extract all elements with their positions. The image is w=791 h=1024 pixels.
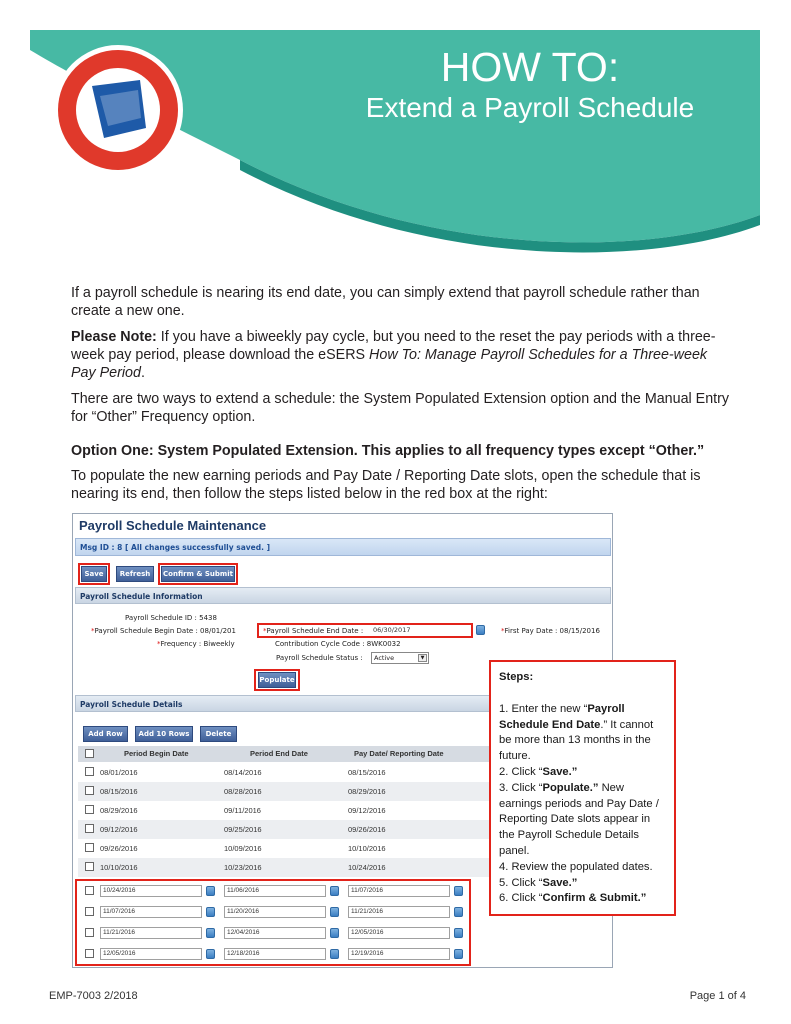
option-heading: Option One: System Populated Extension. This applies to all frequency types except “Other.” (71, 443, 705, 459)
calendar-icon[interactable] (454, 928, 463, 938)
row-checkbox[interactable] (85, 949, 94, 958)
status-label: Payroll Schedule Status : (276, 654, 363, 662)
calendar-icon[interactable] (476, 625, 485, 635)
details-section-header: Payroll Schedule Details (75, 695, 611, 712)
period-begin-input[interactable]: 12/05/2016 (100, 948, 202, 960)
header-banner (0, 0, 791, 260)
period-end-input[interactable]: 11/20/2016 (224, 906, 326, 918)
step-4: 4. Review the populated dates. (499, 860, 653, 873)
confirm-highlight (158, 563, 238, 585)
save-highlight (78, 563, 110, 585)
steps-box (489, 660, 676, 916)
populate-highlight (254, 669, 300, 691)
status-select[interactable]: Active ▼ (371, 652, 429, 664)
input-row (78, 945, 540, 964)
window-title: Payroll Schedule Maintenance (79, 518, 267, 533)
table-row: 09/12/2016 09/25/2016 09/26/2016 (78, 820, 540, 839)
step-6: 6. Click “Confirm & Submit.” (499, 892, 647, 905)
add-10-rows-button[interactable]: Add 10 Rows (135, 726, 193, 742)
row-checkbox[interactable] (85, 843, 94, 852)
calendar-icon[interactable] (330, 949, 339, 959)
pay-date-input[interactable]: 12/05/2016 (348, 927, 450, 939)
begin-date: *Payroll Schedule Begin Date : 08/01/201 (91, 627, 236, 635)
pay-date-input[interactable]: 12/19/2016 (348, 948, 450, 960)
info-section-header: Payroll Schedule Information (75, 587, 611, 604)
steps-title: Steps: (499, 671, 534, 683)
page-number: Page 1 of 4 (689, 990, 746, 1002)
table-row: 10/10/2016 10/23/2016 10/24/2016 (78, 858, 540, 877)
period-begin-input[interactable]: 10/24/2016 (100, 885, 202, 897)
delete-button[interactable]: Delete (200, 726, 237, 742)
page-title-line1: HOW TO: (440, 44, 620, 90)
period-begin-input[interactable]: 11/07/2016 (100, 906, 202, 918)
input-row (78, 903, 540, 922)
note-paragraph: Please Note: If you have a biweekly pay cycle, but you need to the reset the pay periods with a three-week pay period, please download the eSERS How To: Manage Payroll Schedules for a Three-week Pay Period. (71, 329, 716, 381)
frequency: *Frequency : Biweekly (157, 640, 235, 648)
pay-date-input[interactable]: 11/07/2016 (348, 885, 450, 897)
row-checkbox[interactable] (85, 786, 94, 795)
table-row: 09/26/2016 10/09/2016 10/10/2016 (78, 839, 540, 858)
row-checkbox[interactable] (85, 805, 94, 814)
period-end-input[interactable]: 12/18/2016 (224, 948, 326, 960)
save-button[interactable]: Save (81, 566, 107, 582)
schedule-id: Payroll Schedule ID : 5438 (125, 614, 217, 622)
period-end-input[interactable]: 11/06/2016 (224, 885, 326, 897)
step-3: 3. Click “Populate.” New earnings periods and Pay Date / Reporting Date slots appear in the Payroll Schedule Details panel. (499, 781, 659, 857)
period-end-input[interactable]: 12/04/2016 (224, 927, 326, 939)
row-checkbox[interactable] (85, 862, 94, 871)
calendar-icon[interactable] (330, 907, 339, 917)
col-pay-date: Pay Date/ Reporting Date (354, 749, 444, 758)
chevron-down-icon: ▼ (418, 654, 427, 662)
select-all-checkbox[interactable] (85, 749, 94, 758)
note-label: Please Note: (71, 329, 157, 345)
calendar-icon[interactable] (206, 886, 215, 896)
pay-date-input[interactable]: 11/21/2016 (348, 906, 450, 918)
calendar-icon[interactable] (454, 949, 463, 959)
row-checkbox[interactable] (85, 767, 94, 776)
col-period-end: Period End Date (250, 749, 308, 758)
calendar-icon[interactable] (206, 907, 215, 917)
intro-text (71, 284, 731, 511)
period-begin-input[interactable]: 11/21/2016 (100, 927, 202, 939)
populate-paragraph: To populate the new earning periods and Pay Date / Reporting Date slots, open the schedule that is nearing its end, then follow the steps listed below in the red box at the right: (71, 468, 701, 502)
cycle-code: Contribution Cycle Code : 8WK0032 (275, 640, 401, 648)
calendar-icon[interactable] (330, 928, 339, 938)
sers-logo (53, 45, 183, 175)
calendar-icon[interactable] (330, 886, 339, 896)
document-id: EMP-7003 2/2018 (49, 990, 138, 1002)
row-checkbox[interactable] (85, 824, 94, 833)
confirm-submit-button[interactable]: Confirm & Submit (161, 566, 235, 582)
populate-button[interactable]: Populate (258, 672, 296, 688)
details-grid-header (78, 746, 540, 762)
calendar-icon[interactable] (206, 949, 215, 959)
first-pay-date: *First Pay Date : 08/15/2016 (501, 627, 600, 635)
step-5: 5. Click “Save.” (499, 876, 578, 889)
col-period-begin: Period Begin Date (124, 749, 189, 758)
row-checkbox[interactable] (85, 907, 94, 916)
guide-title: How To: Manage Payroll Schedules for a Three-week Pay Period (71, 347, 708, 381)
add-row-button[interactable]: Add Row (83, 726, 128, 742)
refresh-button[interactable]: Refresh (116, 566, 154, 582)
input-row (78, 882, 540, 901)
calendar-icon[interactable] (454, 907, 463, 917)
end-date-input[interactable]: 06/30/2017 (373, 626, 411, 634)
step-2: 2. Click “Save.” (499, 765, 578, 778)
row-checkbox[interactable] (85, 886, 94, 895)
header-wave-graphic (0, 0, 791, 260)
table-row: 08/01/2016 08/14/2016 08/15/2016 (78, 763, 540, 782)
ways-paragraph: There are two ways to extend a schedule: the System Populated Extension option and the Manual Entry for “Other” Frequency option. (71, 391, 730, 425)
step-1: 1. Enter the new “Payroll Schedule End Date.” It cannot be more than 13 months in the future. (499, 702, 654, 763)
calendar-icon[interactable] (454, 886, 463, 896)
message-bar: Msg ID : 8 [ All changes successfully saved. ] (75, 538, 611, 556)
input-row (78, 924, 540, 943)
calendar-icon[interactable] (206, 928, 215, 938)
page-title-line2: Extend a Payroll Schedule (365, 92, 695, 123)
table-row: 08/15/2016 08/28/2016 08/29/2016 (78, 782, 540, 801)
row-checkbox[interactable] (85, 928, 94, 937)
table-row: 08/29/2016 09/11/2016 09/12/2016 (78, 801, 540, 820)
end-date-label: *Payroll Schedule End Date : (263, 627, 364, 635)
end-date-highlight (257, 623, 473, 638)
intro-paragraph: If a payroll schedule is nearing its end date, you can simply extend that payroll schedule rather than create a new one. (71, 285, 700, 319)
